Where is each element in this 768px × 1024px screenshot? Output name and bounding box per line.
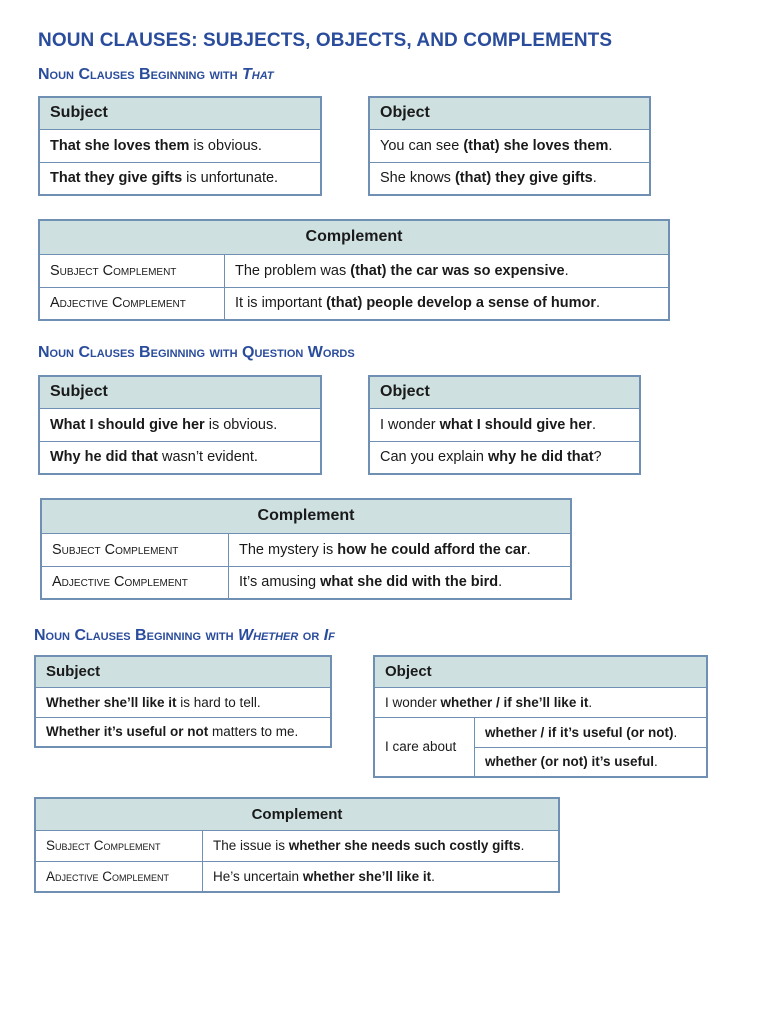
object-row: She knows (that) they give gifts. xyxy=(369,162,650,195)
complement-table-whether xyxy=(34,797,560,893)
subject-table-that xyxy=(38,96,322,196)
object-header: Object xyxy=(369,376,640,408)
complement-row: The mystery is how he could afford the car. xyxy=(229,533,572,566)
complement-header: Complement xyxy=(35,798,559,830)
complement-row: The problem was (that) the car was so expensive. xyxy=(225,254,670,287)
object-row: whether / if it’s useful (or not). xyxy=(475,717,708,747)
section-heading-whether-if: Noun Clauses Beginning with Whether or If xyxy=(34,627,335,644)
object-row: Can you explain why he did that? xyxy=(369,441,640,474)
object-row: I wonder whether / if she’ll like it. xyxy=(374,687,707,717)
object-table-whether xyxy=(373,655,708,778)
subject-row: Whether it’s useful or not matters to me. xyxy=(35,717,331,747)
complement-header: Complement xyxy=(39,220,669,254)
section-heading-question-words: Noun Clauses Beginning with Question Words xyxy=(38,344,355,361)
subject-table-question xyxy=(38,375,322,475)
subject-complement-label: Subject Complement xyxy=(35,830,203,861)
subject-header: Subject xyxy=(39,97,321,129)
object-row: I wonder what I should give her. xyxy=(369,408,640,441)
complement-row: The issue is whether she needs such costly gifts. xyxy=(203,830,560,861)
subject-header: Subject xyxy=(39,376,321,408)
subject-table-whether xyxy=(34,655,332,748)
subject-row: What I should give her is obvious. xyxy=(39,408,321,441)
adjective-complement-label: Adjective Complement xyxy=(39,287,225,320)
complement-table-question xyxy=(40,498,572,600)
object-table-question xyxy=(368,375,641,475)
subject-row: Whether she’ll like it is hard to tell. xyxy=(35,687,331,717)
subject-row: Why he did that wasn’t evident. xyxy=(39,441,321,474)
object-header: Object xyxy=(374,656,707,687)
adjective-complement-label: Adjective Complement xyxy=(35,861,203,892)
object-row: You can see (that) she loves them. xyxy=(369,129,650,162)
subject-complement-label: Subject Complement xyxy=(39,254,225,287)
adjective-complement-label: Adjective Complement xyxy=(41,566,229,599)
complement-table-that xyxy=(38,219,670,321)
object-row: whether (or not) it’s useful. xyxy=(475,747,708,777)
object-care-label: I care about xyxy=(374,717,475,777)
complement-row: It’s amusing what she did with the bird. xyxy=(229,566,572,599)
object-header: Object xyxy=(369,97,650,129)
section-heading-that: Noun Clauses Beginning with That xyxy=(38,66,274,83)
complement-header: Complement xyxy=(41,499,571,533)
subject-complement-label: Subject Complement xyxy=(41,533,229,566)
complement-row: He’s uncertain whether she’ll like it. xyxy=(203,861,560,892)
page-title: NOUN CLAUSES: SUBJECTS, OBJECTS, AND COMPLEMENTS xyxy=(38,30,613,51)
subject-row: That she loves them is obvious. xyxy=(39,129,321,162)
subject-row: That they give gifts is unfortunate. xyxy=(39,162,321,195)
subject-header: Subject xyxy=(35,656,331,687)
object-table-that xyxy=(368,96,651,196)
complement-row: It is important (that) people develop a sense of humor. xyxy=(225,287,670,320)
